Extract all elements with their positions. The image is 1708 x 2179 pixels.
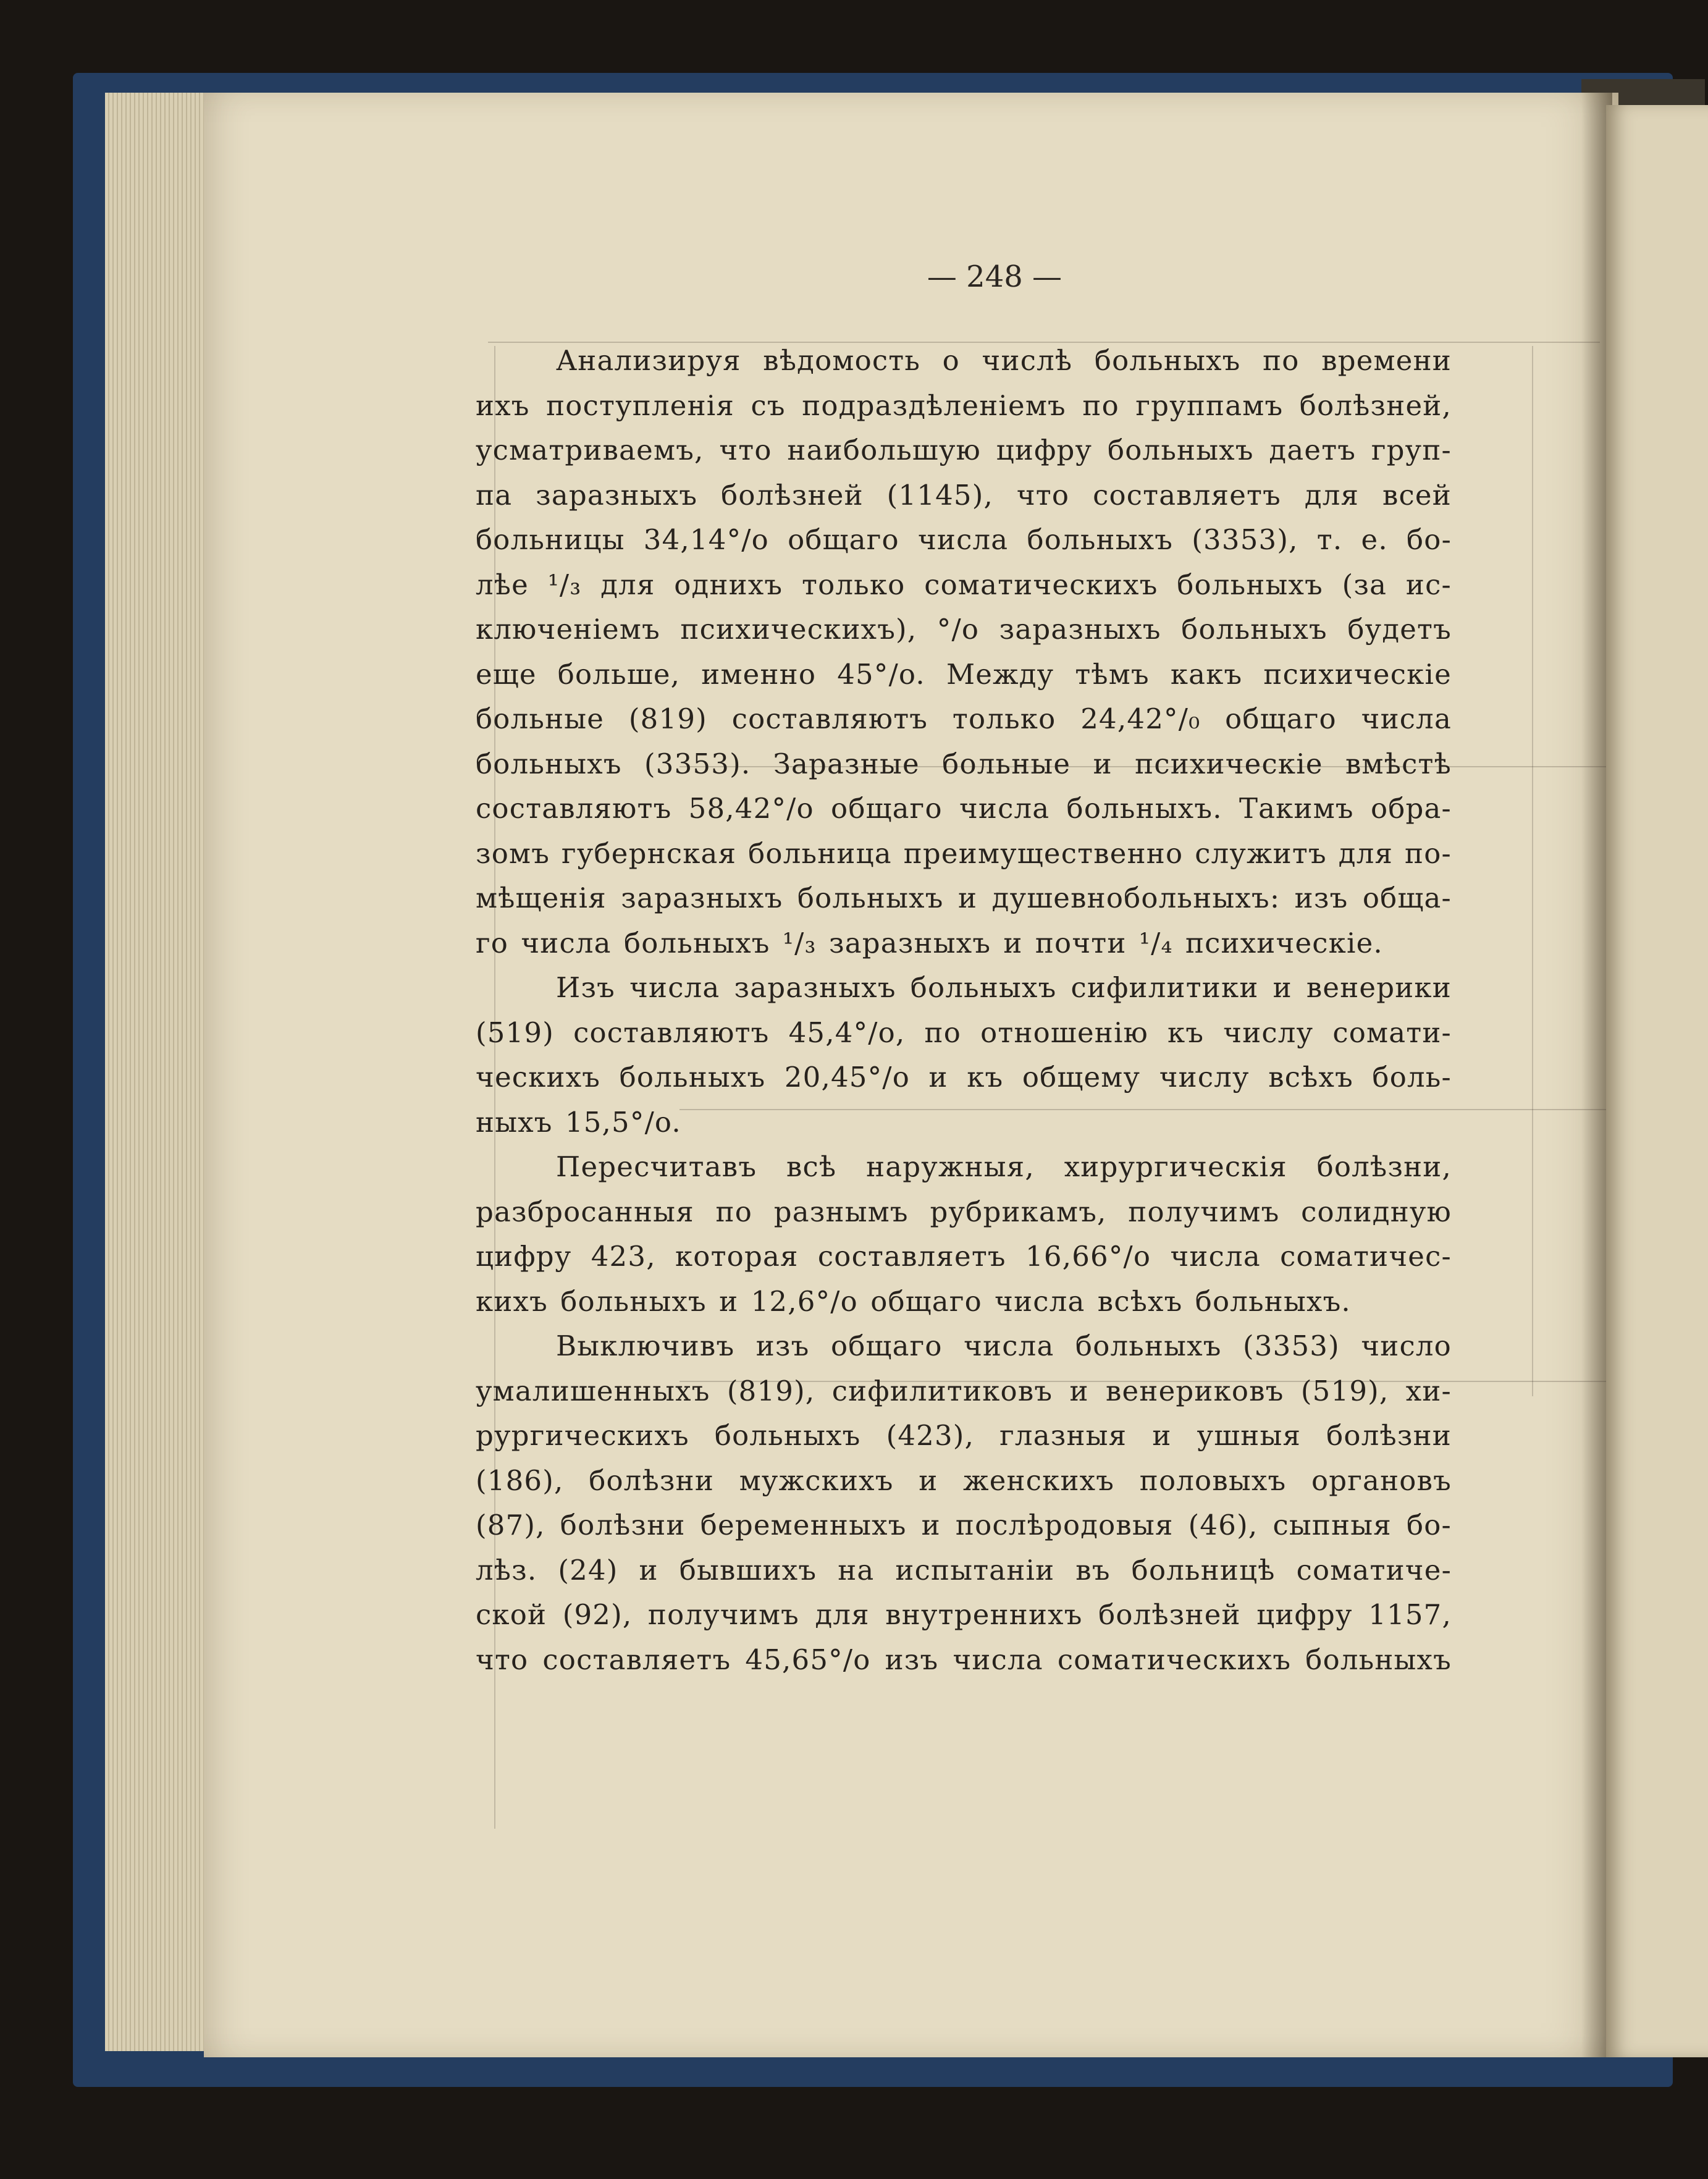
text-line: больныхъ (3353). Заразные больные и психическіе вмѣстѣ [476, 747, 1452, 780]
text-line: (519) составляютъ 45,4°/o, по отношенію къ числу сомати- [476, 1016, 1452, 1049]
text-line: мѣщенія заразныхъ больныхъ и душевнобольныхъ: изъ обща- [476, 882, 1452, 914]
text-line: Пересчитавъ всѣ наружныя, хирургическія болѣзни, [556, 1150, 1452, 1183]
body-text [476, 339, 1452, 1682]
text-line: зомъ губернская больница преимущественно служитъ для по- [476, 837, 1452, 870]
text-line: больные (819) составляютъ только 24,42°/₀ общаго числа [476, 702, 1452, 735]
text-line: Изъ числа заразныхъ больныхъ сифилитики и венерики [556, 971, 1452, 1004]
text-line: больницы 34,14°/o общаго числа больныхъ (3353), т. е. бо- [476, 523, 1452, 556]
text-line: составляютъ 58,42°/o общаго числа больныхъ. Такимъ обра- [476, 792, 1452, 825]
text-line: лѣз. (24) и бывшихъ на испытаніи въ больницѣ соматиче- [476, 1553, 1452, 1587]
text-line: еще больше, именно 45°/o. Между тѣмъ какъ психическіе [476, 657, 1452, 691]
facing-page-edge [1606, 105, 1708, 2057]
text-line: (186), болѣзни мужскихъ и женскихъ половыхъ органовъ [476, 1464, 1452, 1497]
text-line: па заразныхъ болѣзней (1145), что составляетъ для всей [476, 478, 1452, 512]
text-line: лѣе ¹/₃ для однихъ только соматическихъ больныхъ (за ис- [476, 568, 1452, 601]
text-line: ныхъ 15,5°/o. [476, 1105, 681, 1139]
text-line: рургическихъ больныхъ (423), глазныя и ушныя болѣзни [476, 1419, 1452, 1452]
text-line: усматриваемъ, что наибольшую цифру больныхъ даетъ груп- [476, 434, 1452, 466]
text-line: го числа больныхъ ¹/₃ заразныхъ и почти ¹/₄ психическіе. [476, 926, 1383, 959]
text-line: Выключивъ изъ общаго числа больныхъ (3353) число [556, 1330, 1452, 1362]
show-through-line [1532, 346, 1533, 1396]
text-line: умалишенныхъ (819), сифилитиковъ и венериковъ (519), хи- [476, 1374, 1452, 1407]
page-number: — 248 — [927, 259, 1062, 294]
text-line: ихъ поступленія съ подраздѣленіемъ по группамъ болѣзней, [476, 389, 1452, 422]
text-line: кихъ больныхъ и 12,6°/o общаго числа всѣхъ больныхъ. [476, 1284, 1351, 1318]
text-line: что составляетъ 45,65°/o изъ числа соматическихъ больныхъ [476, 1643, 1452, 1676]
text-line: ской (92), получимъ для внутреннихъ болѣзней цифру 1157, [476, 1598, 1452, 1631]
text-line: разбросанныя по разнымъ рубрикамъ, получимъ солидную [476, 1195, 1452, 1228]
text-line: ческихъ больныхъ 20,45°/o и къ общему числу всѣхъ боль- [476, 1061, 1452, 1094]
text-line: (87), болѣзни беременныхъ и послѣродовыя (46), сыпныя бо- [476, 1509, 1452, 1541]
text-line: Анализируя вѣдомость о числѣ больныхъ по времени [556, 344, 1452, 377]
text-line: ключеніемъ психическихъ), °/o заразныхъ больныхъ будетъ [476, 613, 1452, 646]
text-line: цифру 423, которая составляетъ 16,66°/o числа соматичес- [476, 1240, 1452, 1273]
